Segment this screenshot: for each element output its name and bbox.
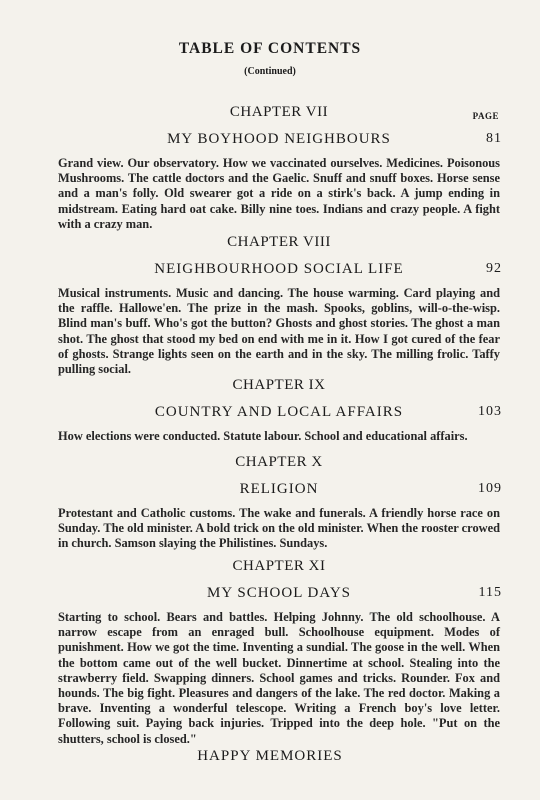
chapter-title: MY SCHOOL DAYS: [206, 585, 352, 601]
chapter-page-number: 81: [486, 131, 502, 146]
chapter-7: [58, 103, 500, 232]
chapter-description: How elections were conducted. Statute labour. School and educational affairs.: [58, 429, 468, 443]
chapter-description: Grand view. Our observatory. How we vaccinated ourselves. Medicines. Poisonous Mushrooms. The cattle doctors and the Gaelic. Snuff and snuff boxes. Horse sense and a man's folly. Old swearer got a ride on a stirk's back. A jump ending in midstream. Eating hard oat cake. Billy nine toes. Indians and crazy people. A fight with a crazy man.: [58, 156, 500, 231]
chapter-page-number: 103: [478, 404, 502, 419]
chapter-8: [58, 233, 500, 377]
chapter-page-number: 92: [486, 261, 502, 276]
chapter-title: COUNTRY AND LOCAL AFFAIRS: [154, 404, 404, 420]
chapter-title-row: [58, 403, 500, 421]
toc-subtitle: (Continued): [244, 66, 296, 77]
chapter-title-row: [58, 130, 500, 148]
chapter-9: [58, 376, 500, 444]
chapter-title-row: [58, 584, 500, 602]
final-section-title: HAPPY MEMORIES: [197, 748, 343, 764]
chapter-number: CHAPTER X: [235, 454, 323, 470]
page-column-label: PAGE: [472, 111, 499, 121]
chapter-page-number: 109: [478, 481, 502, 496]
toc-title: TABLE OF CONTENTS: [178, 40, 362, 57]
chapter-11: [58, 557, 500, 747]
chapter-number: CHAPTER IX: [232, 377, 326, 393]
chapter-number: CHAPTER VIII: [227, 234, 331, 250]
chapter-title-row: [58, 260, 500, 278]
chapter-description: Protestant and Catholic customs. The wake and funerals. A friendly horse race on Sunday. The old minister. A bold trick on the old minister. When the rooster crowed in church. Samson slaying the Philistines. Sundays.: [58, 506, 500, 551]
chapter-title: MY BOYHOOD NEIGHBOURS: [167, 131, 391, 147]
chapter-number: CHAPTER VII: [229, 104, 329, 120]
chapter-title: NEIGHBOURHOOD SOCIAL LIFE: [154, 261, 404, 277]
chapter-number: CHAPTER XI: [232, 558, 326, 574]
chapter-10: [58, 453, 500, 552]
chapter-title-row: [58, 480, 500, 498]
chapter-page-number: 115: [478, 585, 502, 600]
chapter-description: Starting to school. Bears and battles. Helping Johnny. The old schoolhouse. A narrow escape from an enraged bull. Schoolhouse equipment. Modes of punishment. How we got the time. Inventing a sundial. The goose in the well. When the bottom came out of the well bucket. Dinnertime at school. Stealing into the strawberry field. Swapping dinners. School games and tricks. Rounder. Fox and hounds. The big fight. Pleasures and dangers of the lake. The red doctor. Making a brave. Inventing a wonderful telescope. Writing a French boy's love letter. Following suit. Paying back injuries. Tripped into the deep hole. "Put on the shutters, school is closed.": [58, 610, 500, 746]
chapter-title: RELIGION: [239, 481, 319, 497]
chapter-description: Musical instruments. Music and dancing. The house warming. Card playing and the raffle. Hallowe'en. The prize in the mash. Spooks, goblins, will-o-the-wisp. Blind man's buff. Who's got the button? Ghosts and ghost stories. The ghost a man shot. The ghost that stood my bed on end with me in it. How I got cured of the fear of ghosts. Strange lights seen on the earth and in the sky. The milling frolic. Taffy pulling social.: [58, 286, 500, 377]
